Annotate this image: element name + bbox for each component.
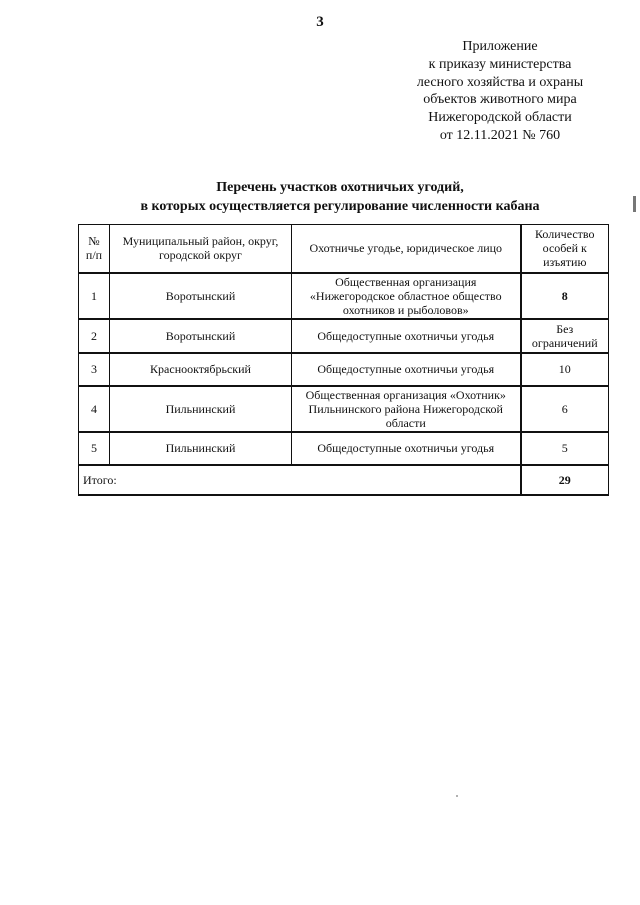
cell-district: Краснооктябрьский [110,353,292,386]
cell-num: 3 [79,353,110,386]
appendix-line: от 12.11.2021 № 760 [439,127,561,143]
table-row [79,353,609,386]
table-row [79,273,609,319]
margin-mark [633,196,636,212]
cell-num: 1 [79,273,110,319]
appendix-line: лесного хозяйства и охраны [416,74,584,90]
cell-count: 6 [521,386,609,432]
cell-land: Общественная организация «Охотник» Пильнинского района Нижегородской области [292,386,521,432]
header-district: Муниципальный район, округ, городской округ [110,225,292,273]
total-value: 29 [521,465,609,495]
cell-count: Без ограничений [521,319,609,353]
table-header-row [79,225,609,273]
header-land: Охотничье угодье, юридическое лицо [292,225,521,273]
cell-district: Воротынский [110,319,292,353]
appendix-block [392,38,608,145]
cell-num: 4 [79,386,110,432]
cell-count: 8 [521,273,609,319]
hunting-grounds-table [78,224,609,496]
header-count: Количество особей к изъятию [521,225,609,273]
table-row [79,386,609,432]
cell-land: Общественная организация «Нижегородское областное общество охотников и рыболовов» [292,273,521,319]
cell-land: Общедоступные охотничьи угодья [292,432,521,465]
table-total-row [79,465,609,495]
cell-num: 5 [79,432,110,465]
title-line-1: Перечень участков охотничьих угодий, [216,180,464,195]
cell-land: Общедоступные охотничьи угодья [292,353,521,386]
appendix-line: объектов животного мира [423,92,577,108]
appendix-line: Нижегородской области [428,110,572,126]
title-line-2: в которых осуществляется регулирование численности кабана [140,199,540,214]
document-title [0,178,640,216]
header-num: № п/п [79,225,110,273]
cell-district: Пильнинский [110,432,292,465]
cell-count: 5 [521,432,609,465]
appendix-line: к приказу министерства [428,56,572,72]
cell-count: 10 [521,353,609,386]
cell-num: 2 [79,319,110,353]
appendix-line: Приложение [462,39,538,54]
table-row [79,432,609,465]
cell-district: Пильнинский [110,386,292,432]
scan-speck [456,795,458,797]
cell-district: Воротынский [110,273,292,319]
total-label: Итого: [79,465,521,495]
table-row [79,319,609,353]
page-number: 3 [316,14,324,30]
cell-land: Общедоступные охотничьи угодья [292,319,521,353]
